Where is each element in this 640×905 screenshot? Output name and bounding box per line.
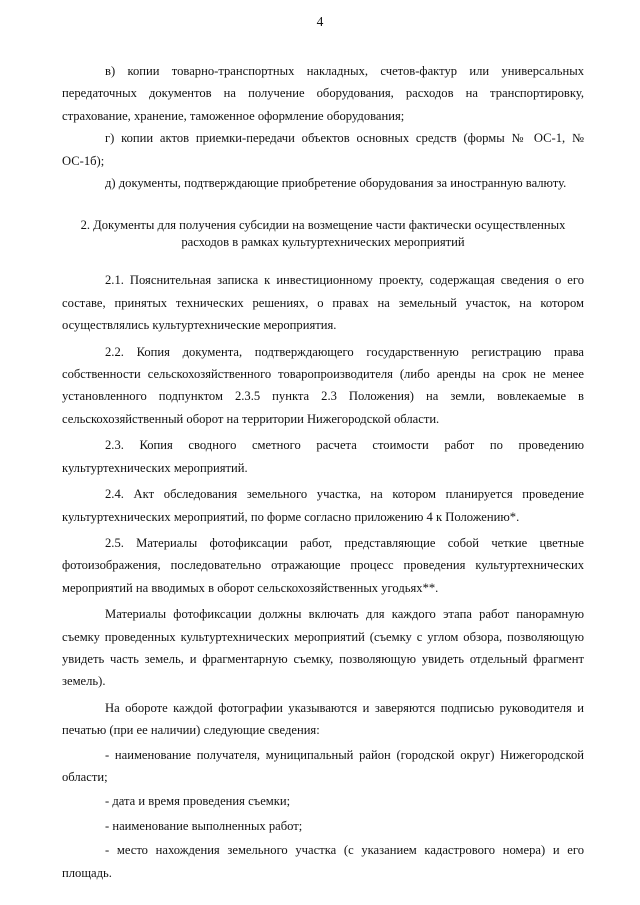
list-item-recipient: - наименование получателя, муниципальный район (городской округ) Нижегородской области;: [62, 747, 584, 784]
paragraph-2-3: 2.3. Копия сводного сметного расчета стоимости работ по проведению культуртехнических мероприятий.: [62, 438, 584, 475]
paragraph-2-1: 2.1. Пояснительная записка к инвестиционному проекту, содержащая сведения о его составе, принятых технических решениях, о правах на земельный участок, на котором осуществлялись культуртехнические мероприятия.: [62, 273, 584, 333]
list-item-g: г) копии актов приемки-передачи объектов основных средств (формы № ОС-1, № ОС-1б);: [62, 131, 584, 168]
section-heading: 2. Документы для получения субсидии на возмещение части фактически осуществленных расходов в рамках культуртехнических мероприятий: [80, 218, 566, 249]
paragraph-2-2: 2.2. Копия документа, подтверждающего государственную регистрацию права собственности сельскохозяйственного товаропроизводителя (либо аренды на срок не менее установленного подпунктом 2.3.5 пункта 2.3 Положения) на земли, вовлекаемые в сельскохозяйственный оборот на территории Нижегородской области.: [62, 344, 584, 426]
paragraph-2-4: 2.4. Акт обследования земельного участка, на котором планируется проведение культуртехнических мероприятий, по форме согласно приложению 4 к Положению*.: [62, 487, 584, 524]
photo-reverse-paragraph: На обороте каждой фотографии указываются и заверяются подписью руководителя и печатью (при ее наличии) следующие сведения:: [62, 700, 584, 738]
document-body: [62, 60, 584, 884]
paragraph-2-5: 2.5. Материалы фотофиксации работ, представляющие собой четкие цветные фотоизображения, последовательно отражающие процесс проведения культуртехнических мероприятий на вводимых в оборот сельскохозяйственных угодьях**.: [62, 535, 584, 595]
photo-materials-paragraph: Материалы фотофиксации должны включать для каждого этапа работ панорамную съемку проведенных культуртехнических мероприятий (съемку с углом обзора, позволяющую увидеть часть земель, и фрагментарную съемку, позволяющую увидеть отдельный фрагмент земель).: [62, 607, 584, 689]
list-item-d: д) документы, подтверждающие приобретение оборудования за иностранную валюту.: [105, 176, 567, 191]
list-item-location: - место нахождения земельного участка (с указанием кадастрового номера) и его площадь.: [62, 843, 584, 880]
list-item-v: в) копии товарно-транспортных накладных, счетов-фактур или универсальных передаточных документов на получение оборудования, расходов на транспортировку, страхование, хранение, таможенное оформление оборудования;: [62, 64, 584, 123]
list-item-works: - наименование выполненных работ;: [105, 818, 303, 833]
page-number: 4: [316, 14, 324, 29]
list-item-date: - дата и время проведения съемки;: [105, 794, 291, 809]
